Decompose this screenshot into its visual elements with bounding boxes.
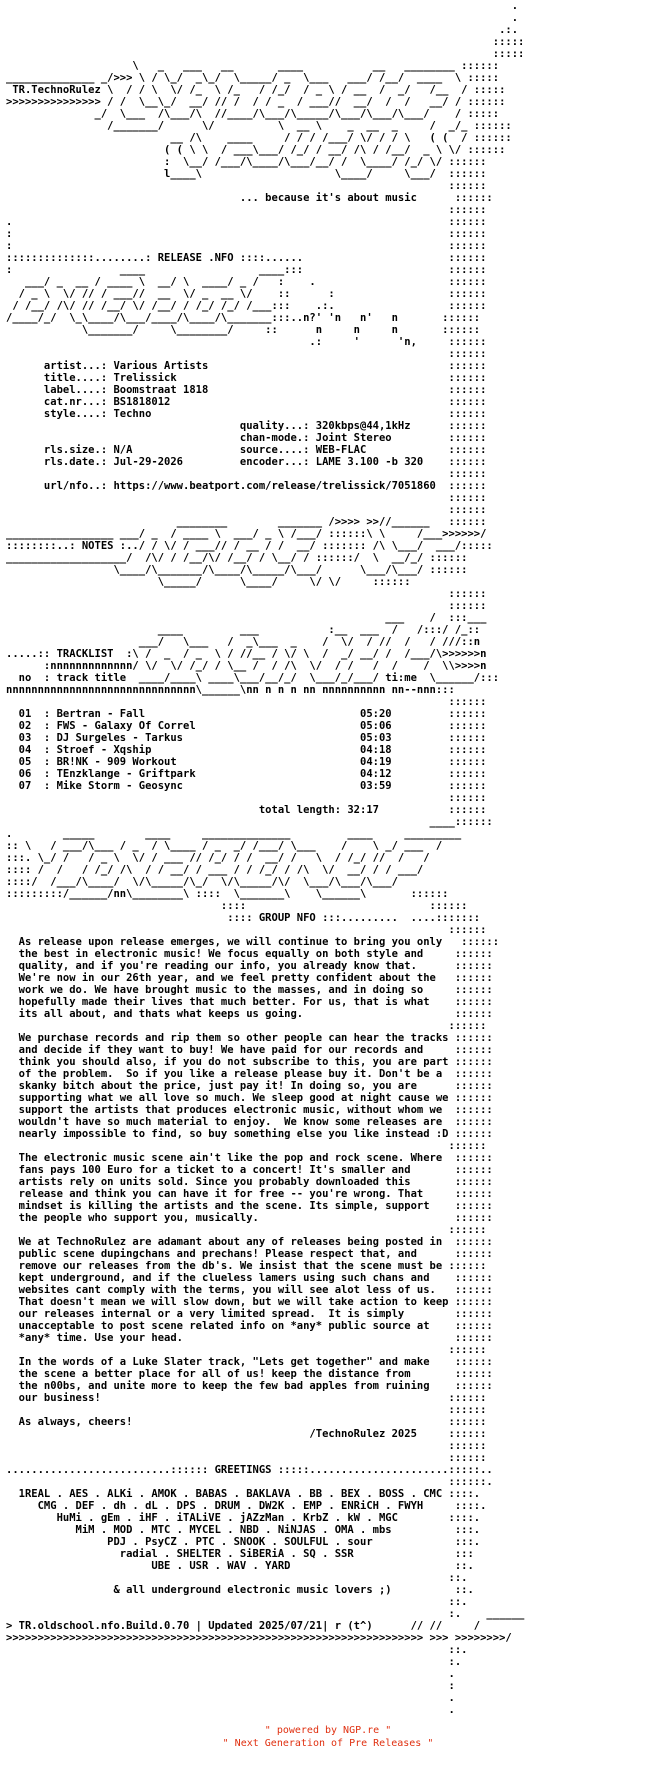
nfo-line: total length: 32:17 ::::::	[6, 804, 487, 816]
nfo-line: :::. \_/ / / _ \ \/ / ___ // /_/ / / __/ / \ / /_/ // / /	[6, 852, 430, 864]
nfo-line: 03 : DJ Surgeles - Tarkus 05:03 ::::::	[6, 732, 487, 744]
nfo-line: _/ \___ /\___/\ //____/\___/\_____/\___/\___/\___/ / :::::	[6, 108, 500, 120]
nfo-line: :::::::::/______/nn\________\ :::: \_______\ \______\ ::::::	[6, 888, 449, 900]
nfo-line: ::::::	[6, 204, 487, 216]
nfo-line: ::::::	[6, 696, 487, 708]
nfo-line: .	[6, 1692, 455, 1704]
nfo-line: chan-mode.: Joint Stereo ::::::	[6, 432, 487, 444]
nfo-line: :::: ::::::	[6, 900, 468, 912]
nfo-line: As always, cheers! ::::::	[6, 1416, 487, 1428]
nfo-line: ::::::	[6, 588, 487, 600]
nfo-line: /____/_/ \_\____/\___/____/\____/\_______:::..n?' 'n n' n ::::::	[6, 312, 481, 324]
nfo-line: unacceptable to post scene related info on *any* public source at ::::::	[6, 1320, 493, 1332]
nfo-line: MiM . MOD . MTC . MYCEL . NBD . NiNJAS . OMA . mbs :::.	[6, 1524, 481, 1536]
nfo-line: nnnnnnnnnnnnnnnnnnnnnnnnnnnnnn\______\nn n n n nn nnnnnnnnnn nn--nnn:::	[6, 684, 455, 696]
nfo-line: : ::::::	[6, 240, 487, 252]
nfo-line: its all about, and thats what keeps us going. ::::::	[6, 1008, 493, 1020]
nfo-line: In the words of a Luke Slater track, "Lets get together" and make ::::::	[6, 1356, 493, 1368]
nfo-line: :::: GROUP NFO :::......... ....:::::::	[6, 912, 481, 924]
nfo-line: UBE . USR . WAV . YARD ::.	[6, 1560, 474, 1572]
nfo-line: .....:: TRACKLIST :\ / _ / _ \ / //__ / \/ \ / _/ __/ / /___/\>>>>>>n	[6, 648, 487, 660]
nfo-line: ::::::	[6, 492, 487, 504]
nfo-line: .	[6, 0, 519, 12]
nfo-line: ::::::	[6, 1452, 487, 1464]
nfo-line: .	[6, 1668, 455, 1680]
nfo-line: > TR.oldschool.nfo.Build.0.70 | Updated 2025/07/21| r (t^) // // /	[6, 1620, 481, 1632]
nfo-line: TR.TechnoRulez \ / / \ \/ /_ \ /_ / /_/ / _ \ / __ / _/ /__ / :::::	[6, 84, 506, 96]
nfo-line: _________________ ___/ _ / ____ \ ___/ _ \ /___/ ::::::\ \ /___>>>>>>/	[6, 528, 487, 540]
nfo-line: think you should also, if you do not subscribe to this, you are part ::::::	[6, 1056, 493, 1068]
nfo-line: ::::::	[6, 1224, 487, 1236]
nfo-line: url/nfo..: https://www.beatport.com/release/trelissick/7051860 ::::::	[6, 480, 487, 492]
nfo-line: >>>>>>>>>>>>>>> / / \__\_/ __/ // / / / _ / ___// __/ / / __/ / ::::::	[6, 96, 506, 108]
nfo-line: \ _ ___ __ ____ __ ________ ::::::	[6, 60, 500, 72]
nfo-line: : ____ ____::: ::::::	[6, 264, 487, 276]
nfo-line: 1REAL . AES . ALKi . AMOK . BABAS . BAKLAVA . BB . BEX . BOSS . CMC ::::.	[6, 1488, 481, 1500]
nfo-line: The electronic music scene ain't like the pop and rock scene. Where ::::::	[6, 1152, 493, 1164]
nfo-line: ___________________/ /\/ / /__/\/ /__/ / \__/ / ::::::/ \ __/_/ ::::::	[6, 552, 468, 564]
nfo-line: the best in electronic music! We focus equally on both style and ::::::	[6, 948, 493, 960]
nfo-line: skanky bitch about the price, just pay it! In doing so, you are ::::::	[6, 1080, 493, 1092]
nfo-line: artist...: Various Artists ::::::	[6, 360, 487, 372]
nfo-line: wouldn't have so much material to enjoy. We know some releases are ::::::	[6, 1116, 493, 1128]
nfo-line: kept underground, and if the clueless lamers using such chans and ::::::	[6, 1272, 493, 1284]
nfo-line: 05 : BR!NK - 909 Workout 04:19 ::::::	[6, 756, 487, 768]
nfo-line: __ /\ ____ / / / /___/ \/ / / \ ( ( / ::::::	[6, 132, 512, 144]
nfo-line: ::::::::::::::........: RELEASE .NFO ::::...... ::::::	[6, 252, 487, 264]
nfo-line: ... because it's about music ::::::	[6, 192, 493, 204]
nfo-line: supporting what we all love so much. We sleep good at night cause we ::::::	[6, 1092, 493, 1104]
nfo-line: /TechnoRulez 2025 ::::::	[6, 1428, 487, 1440]
nfo-line: 07 : Mike Storm - Geosync 03:59 ::::::	[6, 780, 487, 792]
nfo-line: .: ' 'n, ::::::	[6, 336, 487, 348]
nfo-line: and decide if they want to buy! We have paid for our records and ::::::	[6, 1044, 493, 1056]
nfo-line: the n00bs, and unite more to keep the few bad apples from ruining ::::::	[6, 1380, 493, 1392]
nfo-line: ::::::	[6, 1344, 487, 1356]
nfo-line: rls.date.: Jul-29-2026 encoder...: LAME 3.100 -b 320 ::::::	[6, 456, 487, 468]
nfo-line: :	[6, 1680, 455, 1692]
nfo-line: mindset is killing the artists and the scene. Its simple, support ::::::	[6, 1200, 493, 1212]
nfo-line: We're now in our 26th year, and we feel pretty confident about the ::::::	[6, 972, 493, 984]
nfo-line: 01 : Bertran - Fall 05:20 ::::::	[6, 708, 487, 720]
nfo-line: the scene a better place for all of us! keep the distance from ::::::	[6, 1368, 493, 1380]
nfo-line: nearly impossible to find, so buy something else you like instead :D ::::::	[6, 1128, 493, 1140]
nfo-line: 04 : Stroef - Xqship 04:18 ::::::	[6, 744, 487, 756]
nfo-line: ::::::	[6, 348, 487, 360]
nfo-line: We purchase records and rip them so other people can hear the tracks ::::::	[6, 1032, 493, 1044]
nfo-line: :::: / / / /_/ /\ / / __/ / ___ / / /_/ / /\ \/ __/ / / ___/	[6, 864, 424, 876]
nfo-line: >>>>>>>>>>>>>>>>>>>>>>>>>>>>>>>>>>>>>>>>>>>>>>>>>>>>>>>>>>>>>>>>>> >>> >>>>>>>>/	[6, 1632, 512, 1644]
nfo-line: style....: Techno ::::::	[6, 408, 487, 420]
nfo-line: ::::::	[6, 600, 487, 612]
tagline: " Next Generation of Pre Releases "	[222, 1738, 434, 1749]
nfo-line: artists rely on units sold. Since you probably downloaded this ::::::	[6, 1176, 493, 1188]
nfo-line: ::::::	[6, 1020, 487, 1032]
nfo-line: We at TechnoRulez are adamant about any of releases being posted in ::::::	[6, 1236, 493, 1248]
nfo-line: CMG . DEF . dh . dL . DPS . DRUM . DW2K . EMP . ENRiCH . FWYH ::::.	[6, 1500, 487, 1512]
nfo-line: ::.	[6, 1644, 468, 1656]
nfo-line: ::::::	[6, 924, 487, 936]
nfo-line: *any* time. Use your head. ::::::	[6, 1332, 493, 1344]
nfo-line: work we do. We have brought music to the masses, and in doing so ::::::	[6, 984, 493, 996]
nfo-line: rls.size.: N/A source....: WEB-FLAC ::::::	[6, 444, 487, 456]
nfo-line: ::::::	[6, 1140, 487, 1152]
nfo-line: ::::/ /___/\____/ \/\_____/\_/ \/\_____/\/ \___/\___/\___/	[6, 876, 398, 888]
nfo-line: 02 : FWS - Galaxy Of Correl 05:06 ::::::	[6, 720, 487, 732]
nfo-line: radial . SHELTER . SiBERiA . SQ . SSR :::	[6, 1548, 474, 1560]
nfo-line: :: \ / ___/\___ / _ / \____ / _ _/ /___/ \___ / \ _/ ___ /	[6, 840, 443, 852]
nfo-line: l____\ \____/ \___/ ::::::	[6, 168, 487, 180]
nfo-line: That doesn't mean we will slow down, but we will take action to keep ::::::	[6, 1296, 493, 1308]
nfo-line: cat.nr...: BS1818012 ::::::	[6, 396, 487, 408]
nfo-line: ______________ _/>>> \ / \_/ _\_/ \_____/ _ \___ ___/ /__/ ____ \ :::::	[6, 72, 500, 84]
nfo-line: ____ ___ :__ ___ / /:::/ /_::	[6, 624, 481, 636]
nfo-line: ::.	[6, 1572, 468, 1584]
nfo-line: our releases internal or a very limited spread. It is simply ::::::	[6, 1308, 493, 1320]
nfo-line: release and think you can have it for free -- you're wrong. That ::::::	[6, 1188, 493, 1200]
nfo-line: / /__/ /\/ // /__/ \/ /__/ / /_/ /_/ /___::: .:. ::::::	[6, 300, 487, 312]
powered-by-footer	[0, 1724, 656, 1750]
nfo-line: ::::::	[6, 1440, 487, 1452]
nfo-line: As release upon release emerges, we will continue to bring you only ::::::	[6, 936, 500, 948]
nfo-line: ::::::	[6, 1404, 487, 1416]
nfo-line: ::::::	[6, 792, 487, 804]
nfo-line: no : track title ____/____\ ____\___/__/_/ \___/_/___/ ti:me \______/:::	[6, 672, 500, 684]
nfo-line: of the problem. So if you like a release please buy it. Don't be a ::::::	[6, 1068, 493, 1080]
nfo-line: PDJ . PsyCZ . PTC . SNOOK . SOULFUL . sour :::.	[6, 1536, 481, 1548]
nfo-line: quality, and if you're reading our info, you already know that. ::::::	[6, 960, 493, 972]
nfo-line: ::::::	[6, 180, 487, 192]
nfo-line: \_______/ \________/ :: n n n ::::::	[6, 324, 481, 336]
nfo-line: ::::::	[6, 468, 487, 480]
nfo-line: :. ______	[6, 1608, 525, 1620]
powered-by-line: " powered by NGP.re "	[264, 1725, 392, 1736]
nfo-line: .:.	[6, 24, 519, 36]
nfo-line: ________ _______ />>>> >>//______ ::::::	[6, 516, 487, 528]
nfo-line: : ::::::	[6, 228, 487, 240]
nfo-line: /_______/ \/ \ __ \ _ __ _ / _/_ ::::::	[6, 120, 512, 132]
nfo-line: .	[6, 1704, 455, 1716]
nfo-line: \_____/ \____/ \/ \/ ::::::	[6, 576, 411, 588]
nfo-line: . _____ ____ ______________ ____ _________	[6, 828, 462, 840]
nfo-line: :::::	[6, 48, 525, 60]
nfo-line: public scene dupingchans and prechans! Please respect that, and ::::::	[6, 1248, 493, 1260]
nfo-line: title....: Trelissick ::::::	[6, 372, 487, 384]
nfo-line: our business! ::::::	[6, 1392, 487, 1404]
nfo-line: ____::::::	[6, 816, 493, 828]
nfo-line: .	[6, 12, 519, 24]
nfo-line: :.	[6, 1656, 462, 1668]
nfo-line: \____/\_______/\____/\_____/\___/ \___/\___/ ::::::	[6, 564, 468, 576]
nfo-line: HuMi . gEm . iHF . iTALiVE . jAZzMan . KrbZ . kW . MGC ::::.	[6, 1512, 481, 1524]
nfo-line: ___ / :::___	[6, 612, 487, 624]
nfo-line: remove our releases from the db's. We insist that the scene must be ::::::	[6, 1260, 487, 1272]
nfo-line: / _ \ \/ // / ___// __ \/ _ __ \/ :: : ::::::	[6, 288, 487, 300]
nfo-line: . ::::::	[6, 216, 487, 228]
nfo-line: ( ( \ \ / ___\___/ /_/ / __/ /\ / /__/ _ \ \/ ::::::	[6, 144, 506, 156]
nfo-line: quality...: 320kbps@44,1kHz ::::::	[6, 420, 487, 432]
nfo-line: :nnnnnnnnnnnnn/ \/ \/ /_/ / \__ / / /\ \/ / / / / / \\>>>>n	[6, 660, 487, 672]
nfo-line: : \__/ /___/\____/\___/__/ / \____/ /_/ \/ ::::::	[6, 156, 487, 168]
nfo-line: ___/ _ __ / ____ \ __/ \ ____/ _ / : . ::::::	[6, 276, 487, 288]
nfo-line: the people who support you, musically. ::::::	[6, 1212, 493, 1224]
nfo-line: ___/ \___ / _\___ _ / \/ / // / / ///::n	[6, 636, 481, 648]
nfo-line: 06 : TEnzklange - Griftpark 04:12 ::::::	[6, 768, 487, 780]
nfo-line: label....: Boomstraat 1818 ::::::	[6, 384, 487, 396]
nfo-line: support the artists that produces electronic music, without whom we ::::::	[6, 1104, 493, 1116]
nfo-line: & all underground electronic music lovers ;) ::.	[6, 1584, 474, 1596]
nfo-line: ::::::	[6, 504, 487, 516]
nfo-line: websites cant comply with the terms, you will see alot less of us. ::::::	[6, 1284, 493, 1296]
nfo-line: ..........................:::::: GREETINGS :::::......................:::::..	[6, 1464, 493, 1476]
nfo-line: ::.	[6, 1596, 468, 1608]
nfo-line: fans pays 100 Euro for a ticket to a concert! It's smaller and ::::::	[6, 1164, 493, 1176]
nfo-line: hopefully made their lives that much better. For us, that is what ::::::	[6, 996, 493, 1008]
nfo-line: ::::::::..: NOTES :../ / \/ / ___// / __ / / __/ ::::::: /\ \___/ ___/:::::	[6, 540, 493, 552]
nfo-line: :::::	[6, 36, 525, 48]
nfo-line: ::::::.	[6, 1476, 493, 1488]
